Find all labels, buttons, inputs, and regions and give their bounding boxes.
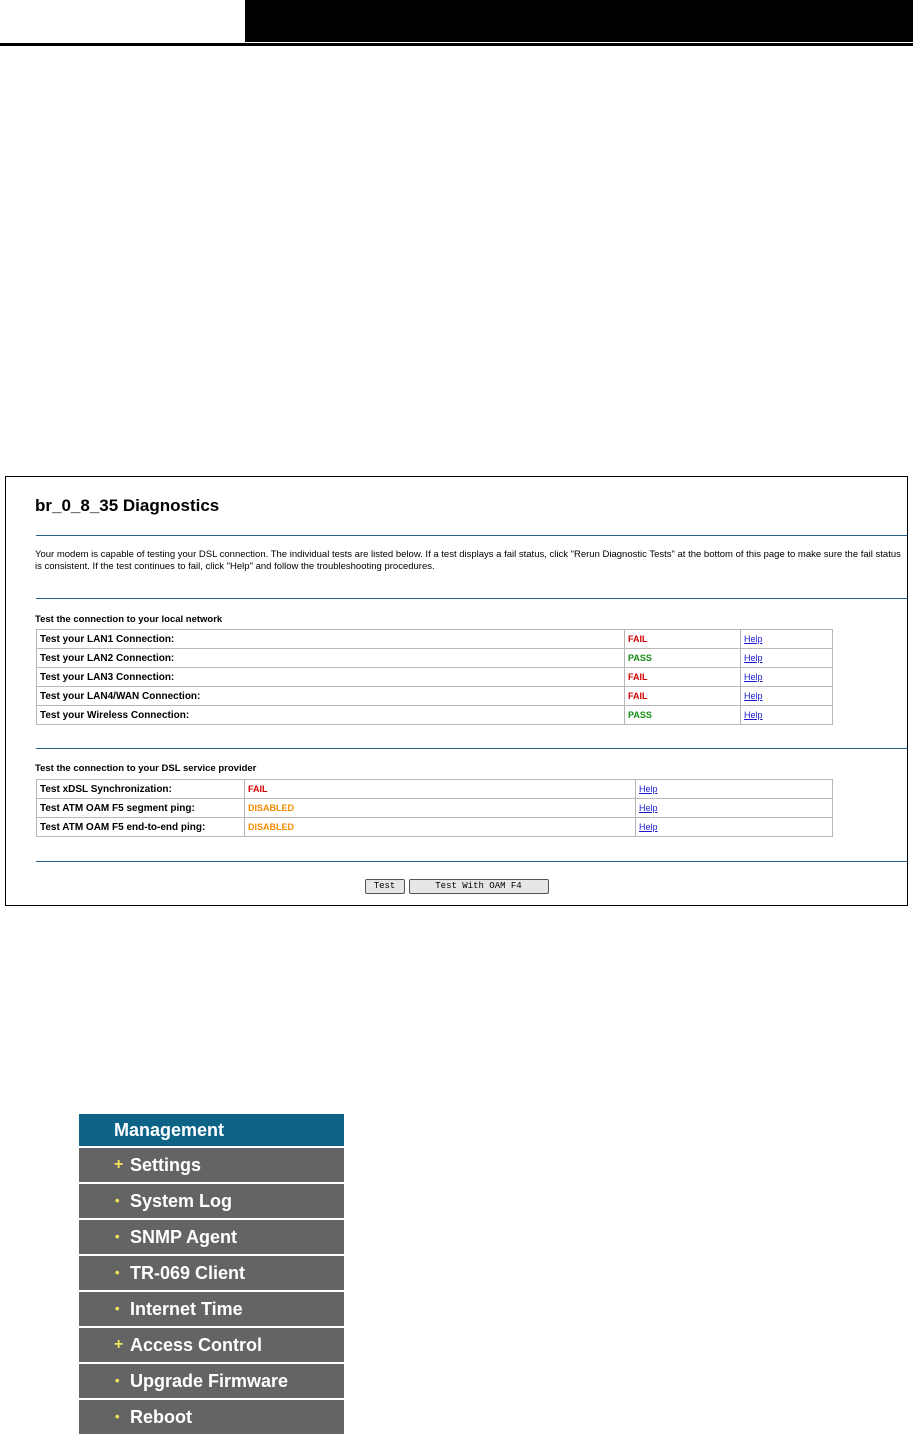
dsl-provider-section-label: Test the connection to your DSL service provider [35,763,257,774]
divider [36,598,907,599]
test-label: Test xDSL Synchronization: [37,780,245,799]
test-label: Test ATM OAM F5 end-to-end ping: [37,818,245,837]
test-label: Test your LAN1 Connection: [37,630,625,649]
status-badge: FAIL [628,633,648,644]
local-network-section-label: Test the connection to your local network [35,614,223,625]
menu-item-label: TR-069 Client [130,1263,246,1283]
help-link[interactable]: Help [744,671,763,682]
menu-item-label: Access Control [130,1335,263,1355]
button-bar [6,879,907,894]
menu-item-label: System Log [130,1191,233,1211]
menu-header[interactable]: Management [79,1114,344,1146]
bullet-icon: • [115,1409,120,1424]
table-row [37,799,833,818]
local-network-tests-table [36,629,833,725]
intro-text: Your modem is capable of testing your DSL connection. The individual tests are listed below. If a test displays a fail status, click "Rerun Diagnostic Tests" at the bottom of this page to make sure the fail status is consistent. If the test continues to fail, click "Help" and follow the troubleshooting procedures. [35,549,901,572]
test-label: Test your LAN3 Connection: [37,668,625,687]
test-label: Test ATM OAM F5 segment ping: [37,799,245,818]
divider [36,748,907,749]
status-badge: FAIL [248,783,268,794]
dsl-provider-tests-table [36,779,833,837]
status-badge: FAIL [628,671,648,682]
status-badge: DISABLED [248,821,295,832]
diagnostics-panel [5,476,908,906]
divider [36,535,907,536]
plus-icon: + [114,1336,124,1353]
plus-icon: + [114,1156,124,1173]
status-badge: PASS [628,652,652,663]
menu-item-label: SNMP Agent [130,1227,238,1247]
management-menu [79,1114,344,1434]
bullet-icon: • [115,1193,120,1208]
menu-item-snmp-agent[interactable] [79,1220,344,1254]
help-link[interactable]: Help [744,690,763,701]
menu-item-label: Settings [130,1155,202,1175]
table-row [37,818,833,837]
test-label: Test your LAN2 Connection: [37,649,625,668]
menu-item-reboot[interactable] [79,1400,344,1434]
menu-item-access-control[interactable] [79,1328,344,1362]
help-link[interactable]: Help [639,802,658,813]
status-badge: DISABLED [248,802,295,813]
menu-item-tr-069-client[interactable] [79,1256,344,1290]
test-label: Test your LAN4/WAN Connection: [37,687,625,706]
table-row [37,649,833,668]
bullet-icon: • [115,1301,120,1316]
help-link[interactable]: Help [744,633,763,644]
table-row [37,780,833,799]
menu-item-label: Reboot [130,1407,192,1427]
menu-item-upgrade-firmware[interactable] [79,1364,344,1398]
help-link[interactable]: Help [744,709,763,720]
table-row [37,668,833,687]
help-link[interactable]: Help [744,652,763,663]
bullet-icon: • [115,1373,120,1388]
test-with-oam-f4-button[interactable]: Test With OAM F4 [409,879,549,894]
help-link[interactable]: Help [639,783,658,794]
menu-item-settings[interactable] [79,1148,344,1182]
menu-item-label: Upgrade Firmware [130,1371,289,1391]
bullet-icon: • [115,1265,120,1280]
page-title: br_0_8_35 Diagnostics [35,496,220,515]
help-link[interactable]: Help [639,821,658,832]
status-badge: PASS [628,709,652,720]
bullet-icon: • [115,1229,120,1244]
divider [36,861,907,862]
test-button[interactable]: Test [365,879,405,894]
table-row [37,630,833,649]
menu-item-internet-time[interactable] [79,1292,344,1326]
menu-item-label: Internet Time [130,1299,243,1319]
table-row [37,706,833,725]
page-header-bar [245,0,913,42]
table-row [37,687,833,706]
menu-item-system-log[interactable] [79,1184,344,1218]
test-label: Test your Wireless Connection: [37,706,625,725]
header-rule [0,43,913,46]
status-badge: FAIL [628,690,648,701]
